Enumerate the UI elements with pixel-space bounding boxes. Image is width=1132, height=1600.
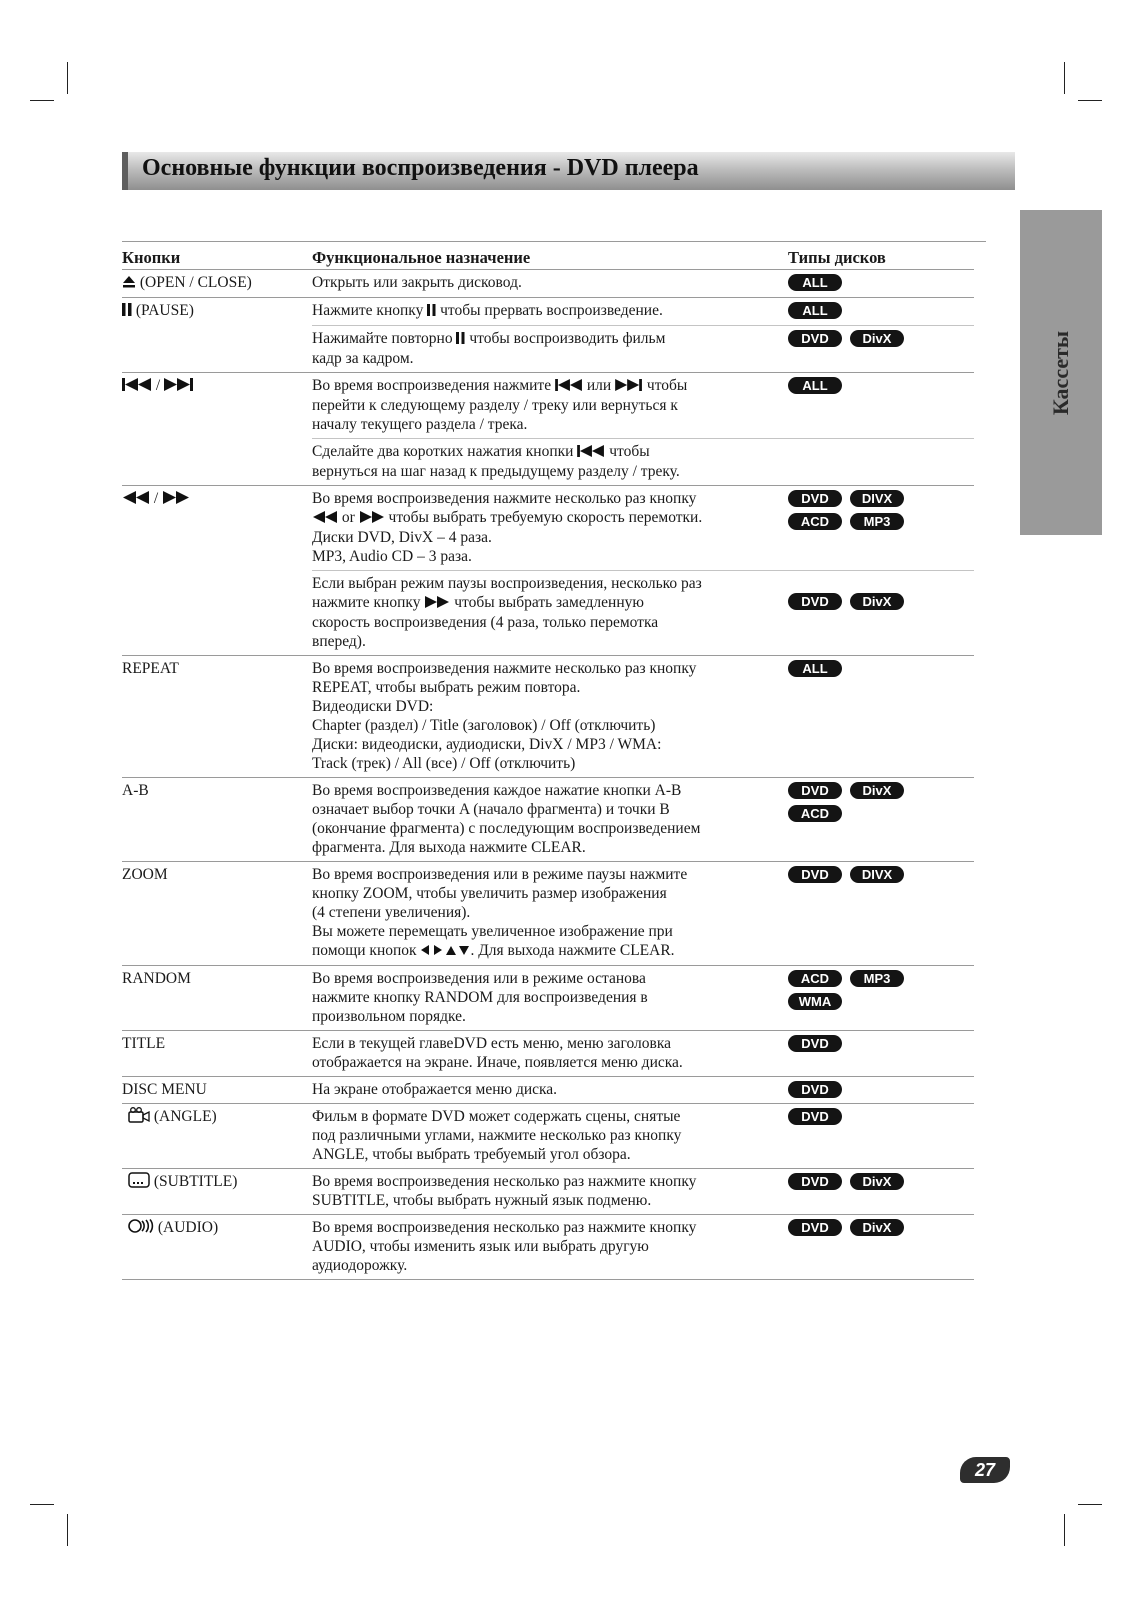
function-text: вперед). <box>312 632 366 650</box>
disc-badge: DIVX <box>850 866 904 883</box>
function-text: (4 степени увеличения). <box>312 903 471 921</box>
table-row <box>122 965 974 1030</box>
function-text: Во время воспроизведения нажмите <box>312 376 552 394</box>
disc-badge: DVD <box>788 1219 842 1236</box>
function-text: чтобы воспроизводить фильм <box>469 329 666 347</box>
button-label: (OPEN / CLOSE) <box>139 274 252 291</box>
function-text: Фильм в формате DVD может содержать сцены, снятые <box>312 1107 681 1125</box>
disc-badge: MP3 <box>850 513 904 530</box>
angle-icon <box>128 1107 150 1128</box>
crop-mark <box>1078 1504 1102 1505</box>
disc-badge: DivX <box>850 782 904 799</box>
function-text: Открыть или закрыть дисковод. <box>312 274 522 291</box>
function-cell <box>312 325 788 372</box>
disc-badge: DivX <box>850 593 904 610</box>
button-cell <box>122 777 312 861</box>
table-row <box>122 655 974 777</box>
function-cell <box>312 1103 788 1168</box>
function-text: чтобы <box>646 376 688 394</box>
function-text: отображается на экране. Иначе, появляется меню диска. <box>312 1053 683 1071</box>
function-text: чтобы прервать воспроизведение. <box>440 301 663 319</box>
button-label: TITLE <box>122 1034 166 1052</box>
disc-badge: DVD <box>788 490 842 507</box>
disc-badge: DVD <box>788 1108 842 1125</box>
disc-badge: DivX <box>850 330 904 347</box>
page-title: Основные функции воспроизведения - DVD плеера <box>142 155 699 181</box>
crop-mark <box>30 1504 54 1505</box>
side-tab-label: Кассеты <box>1048 330 1073 415</box>
function-cell <box>312 372 788 438</box>
table-row <box>122 777 974 861</box>
rewind-icon <box>122 490 150 509</box>
function-cell <box>312 1168 788 1214</box>
disc-cell <box>788 1214 974 1279</box>
function-text: Во время воспроизведения каждое нажатие кнопки A-B <box>312 781 682 799</box>
side-tab <box>1020 210 1102 535</box>
function-text: нажмите кнопку <box>312 593 421 611</box>
function-text: Во время воспроизведения нажмите несколько раз кнопку <box>312 659 697 677</box>
function-text: чтобы выбрать требуемую скорость перемотки. <box>388 508 703 526</box>
function-text: Нажмите кнопку <box>312 301 424 319</box>
disc-badge: DVD <box>788 1081 842 1098</box>
button-cell <box>122 861 312 965</box>
fast-forward-icon <box>424 594 450 613</box>
disc-badge: ACD <box>788 513 842 530</box>
button-cell <box>122 965 312 1030</box>
function-text: Видеодиски DVD: <box>312 697 434 715</box>
disc-cell <box>788 1076 974 1103</box>
table-row <box>122 485 974 570</box>
skip-back-icon <box>122 377 152 396</box>
function-text: нажмите кнопку RANDOM для воспроизведения в <box>312 988 648 1006</box>
table-row <box>122 1030 974 1076</box>
function-text: Во время воспроизведения или в режиме паузы нажмите <box>312 865 688 883</box>
table-row <box>122 1214 974 1279</box>
crop-mark <box>1064 1514 1065 1546</box>
disc-badge: DVD <box>788 1035 842 1052</box>
function-text: фрагмента. Для выхода нажмите CLEAR. <box>312 838 586 856</box>
disc-cell <box>788 270 974 298</box>
table-row <box>122 270 974 298</box>
function-text: чтобы выбрать замедленную <box>454 593 644 611</box>
function-text: Chapter (раздел) / Title (заголовок) / Off (отключить) <box>312 716 656 734</box>
fast-forward-icon <box>359 509 385 528</box>
function-text: или <box>586 376 612 394</box>
button-cell <box>122 655 312 777</box>
disc-badge: ACD <box>788 805 842 822</box>
disc-cell <box>788 655 974 777</box>
disc-badge: MP3 <box>850 970 904 987</box>
function-text: Сделайте два коротких нажатия кнопки <box>312 442 574 460</box>
function-text: Диски: видеодиски, аудиодиски, DivX / MP3 / WMA: <box>312 735 662 753</box>
button-cell <box>122 1168 312 1214</box>
table-row <box>122 1076 974 1103</box>
pause-icon <box>122 302 132 321</box>
disc-cell <box>788 1103 974 1168</box>
function-cell <box>312 1030 788 1076</box>
function-text: помощи кнопок <box>312 941 417 959</box>
function-text: кадр за кадром. <box>312 349 414 367</box>
disc-cell <box>788 372 974 438</box>
audio-icon <box>128 1218 154 1239</box>
function-text: Диски DVD, DivX – 4 раза. <box>312 528 492 546</box>
function-text: кнопку ZOOM, чтобы увеличить размер изображения <box>312 884 667 902</box>
crop-mark <box>1078 100 1102 101</box>
function-text: под различными углами, нажмите несколько раз кнопку <box>312 1126 682 1144</box>
function-text: . Для выхода нажмите CLEAR. <box>470 941 675 959</box>
function-text: вернуться на шаг назад к предыдущему разделу / треку. <box>312 462 680 480</box>
function-text: Во время воспроизведения или в режиме останова <box>312 969 646 987</box>
disc-cell <box>788 485 974 570</box>
function-cell <box>312 777 788 861</box>
col-header-function: Функциональное назначение <box>312 242 788 270</box>
pause-icon <box>427 302 436 321</box>
button-cell <box>122 485 312 655</box>
table-row <box>122 297 974 325</box>
function-text: произвольном порядке. <box>312 1007 466 1025</box>
button-label: A-B <box>122 781 149 799</box>
fast-forward-icon <box>162 490 190 509</box>
button-cell <box>122 1076 312 1103</box>
button-label: RANDOM <box>122 969 191 987</box>
button-cell <box>122 1103 312 1168</box>
skip-forward-icon <box>615 377 643 396</box>
section-title-bar <box>122 152 1015 190</box>
disc-badge: ALL <box>788 660 842 677</box>
crop-mark <box>30 100 54 101</box>
table-row <box>122 1103 974 1168</box>
disc-badge: ACD <box>788 970 842 987</box>
function-text: Во время воспроизведения несколько раз нажмите кнопку <box>312 1172 697 1190</box>
disc-badge: DVD <box>788 1173 842 1190</box>
disc-badge: DVD <box>788 782 842 799</box>
function-text: ANGLE, чтобы выбрать требуемый угол обзора. <box>312 1145 631 1163</box>
button-label: ZOOM <box>122 865 168 883</box>
function-text: Во время воспроизведения нажмите несколько раз кнопку <box>312 489 697 507</box>
function-text: Track (трек) / All (все) / Off (отключить) <box>312 754 576 772</box>
function-cell <box>312 965 788 1030</box>
skip-back-icon <box>555 377 583 396</box>
disc-cell <box>788 438 974 485</box>
button-cell <box>122 372 312 485</box>
function-cell <box>312 1076 788 1103</box>
function-cell <box>312 861 788 965</box>
function-text: скорость воспроизведения (4 раза, только перемотка <box>312 613 659 631</box>
disc-cell <box>788 570 974 655</box>
function-text: or <box>341 508 355 526</box>
button-cell <box>122 297 312 372</box>
button-label: (PAUSE) <box>135 301 194 319</box>
arrow-keys-icon <box>420 942 470 961</box>
disc-cell <box>788 297 974 325</box>
function-text: перейти к следующему разделу / треку или вернуться к <box>312 396 678 414</box>
table-row <box>122 861 974 965</box>
crop-mark <box>1064 62 1065 94</box>
button-label: REPEAT <box>122 659 179 677</box>
function-text: Если в текущей главеDVD есть меню, меню заголовка <box>312 1034 672 1052</box>
disc-cell <box>788 965 974 1030</box>
function-text: На экране отображается меню диска. <box>312 1080 558 1098</box>
function-text: Во время воспроизведения несколько раз нажмите кнопку <box>312 1218 697 1236</box>
button-label: DISC MENU <box>122 1080 207 1098</box>
function-cell <box>312 1214 788 1279</box>
function-text: REPEAT, чтобы выбрать режим повтора. <box>312 678 581 696</box>
function-text: MP3, Audio CD – 3 раза. <box>312 547 472 565</box>
function-cell <box>312 655 788 777</box>
col-header-buttons: Кнопки <box>122 242 312 270</box>
function-text: началу текущего раздела / трека. <box>312 415 528 433</box>
button-cell <box>122 1214 312 1279</box>
disc-badge: DVD <box>788 866 842 883</box>
functions-table <box>122 242 974 1280</box>
button-label: (SUBTITLE) <box>153 1172 238 1190</box>
crop-mark <box>67 1514 68 1546</box>
skip-back-icon <box>577 443 605 462</box>
disc-badge: ALL <box>788 377 842 394</box>
button-label: / <box>155 376 161 394</box>
button-label: / <box>153 489 159 507</box>
disc-cell <box>788 1030 974 1076</box>
function-cell <box>312 570 788 655</box>
function-text: Вы можете перемещать увеличенное изображение при <box>312 922 673 940</box>
subtitle-icon <box>128 1172 150 1193</box>
crop-mark <box>67 62 68 94</box>
page-number: 27 <box>960 1457 1010 1483</box>
disc-cell <box>788 1168 974 1214</box>
disc-badge: DVD <box>788 330 842 347</box>
button-cell <box>122 1030 312 1076</box>
function-text: аудиодорожку. <box>312 1256 408 1274</box>
disc-cell <box>788 861 974 965</box>
function-text: означает выбор точки A (начало фрагмента) и точки B <box>312 800 670 818</box>
pause-icon <box>456 330 465 349</box>
disc-cell <box>788 325 974 372</box>
function-text: SUBTITLE, чтобы выбрать нужный язык подменю. <box>312 1191 652 1209</box>
rewind-icon <box>312 509 338 528</box>
disc-badge: WMA <box>788 993 842 1010</box>
function-text: (окончание фрагмента) с последующим воспроизведением <box>312 819 701 837</box>
table-row <box>122 1168 974 1214</box>
button-label: (ANGLE) <box>153 1107 217 1125</box>
disc-cell <box>788 777 974 861</box>
button-label: (AUDIO) <box>157 1218 219 1236</box>
function-text: Нажимайте повторно <box>312 329 453 347</box>
function-cell <box>312 270 788 298</box>
skip-forward-icon <box>164 377 194 396</box>
col-header-discs: Типы дисков <box>788 242 974 270</box>
table-row <box>122 372 974 438</box>
disc-badge: DivX <box>850 1219 904 1236</box>
function-text: Если выбран режим паузы воспроизведения, несколько раз <box>312 574 702 592</box>
disc-badge: DVD <box>788 593 842 610</box>
function-cell <box>312 485 788 570</box>
function-cell <box>312 297 788 325</box>
eject-icon <box>122 274 136 293</box>
function-text: чтобы <box>609 442 650 460</box>
disc-badge: DivX <box>850 1173 904 1190</box>
button-cell <box>122 270 312 298</box>
function-text: AUDIO, чтобы изменить язык или выбрать другую <box>312 1237 649 1255</box>
disc-badge: ALL <box>788 302 842 319</box>
disc-badge: DIVX <box>850 490 904 507</box>
function-cell <box>312 438 788 485</box>
disc-badge: ALL <box>788 274 842 291</box>
